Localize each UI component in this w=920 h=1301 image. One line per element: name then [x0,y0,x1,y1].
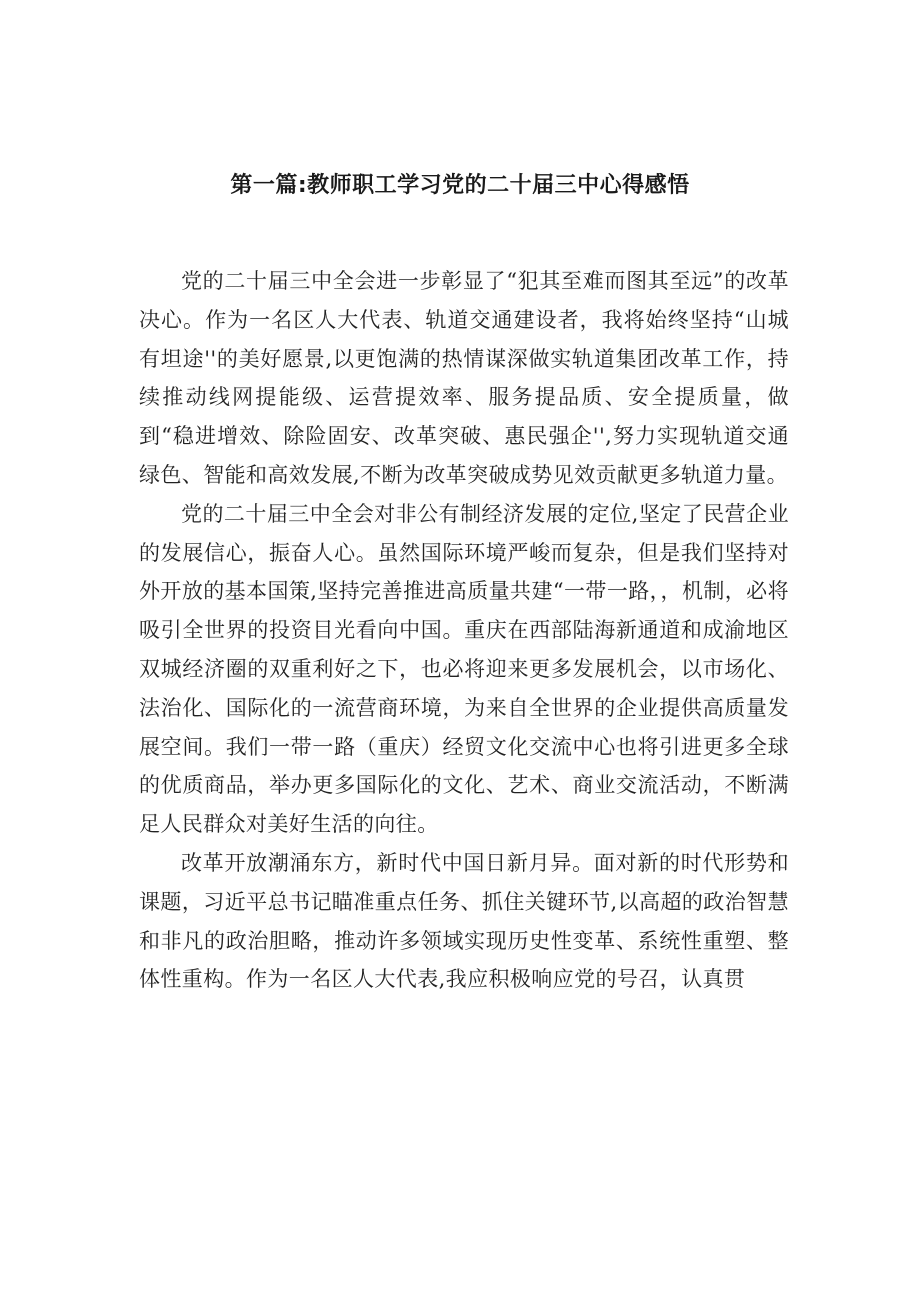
document-title: 第一篇:教师职工学习党的二十届三中心得感悟 [230,173,690,198]
document-body [139,262,789,999]
paragraph-3: 改革开放潮涌东方，新时代中国日新月异。面对新的时代形势和课题，习近平总书记瞄准重点任务、抓住关键环节,以高超的政治智慧和非凡的政治胆略，推动许多领域实现历史性变革、系统性重塑、整体性重构。作为一名区人大代表,我应积极响应党的号召，认真贯 [139,850,789,992]
paragraph-1: 党的二十届三中全会进一步彰显了“犯其至难而图其至远”的改革决心。作为一名区人大代表、轨道交通建设者，我将始终坚持“山城有坦途''的美好愿景,以更饱满的热情谋深做实轨道集团改革工作，持续推动线网提能级、运营提效率、服务提品质、安全提质量，做到“稳进增效、除险固安、改革突破、惠民强企'',努力实现轨道交通绿色、智能和高效发展,不断为改革突破成势见效贡献更多轨道力量。 [139,269,789,487]
paragraph-2: 党的二十届三中全会对非公有制经济发展的定位,坚定了民营企业的发展信心，振奋人心。虽然国际环境严峻而复杂，但是我们坚持对外开放的基本国策,坚持完善推进高质量共建“一带一路，，机制，必将吸引全世界的投资目光看向中国。重庆在西部陆海新通道和成渝地区双城经济圈的双重利好之下，也必将迎来更多发展机会，以市场化、法治化、国际化的一流营商环境，为来自全世界的企业提供高质量发展空间。我们一带一路（重庆）经贸文化交流中心也将引进更多全球的优质商品，举办更多国际化的文化、艺术、商业交流活动，不断满足人民群众对美好生活的向往。 [139,501,789,837]
